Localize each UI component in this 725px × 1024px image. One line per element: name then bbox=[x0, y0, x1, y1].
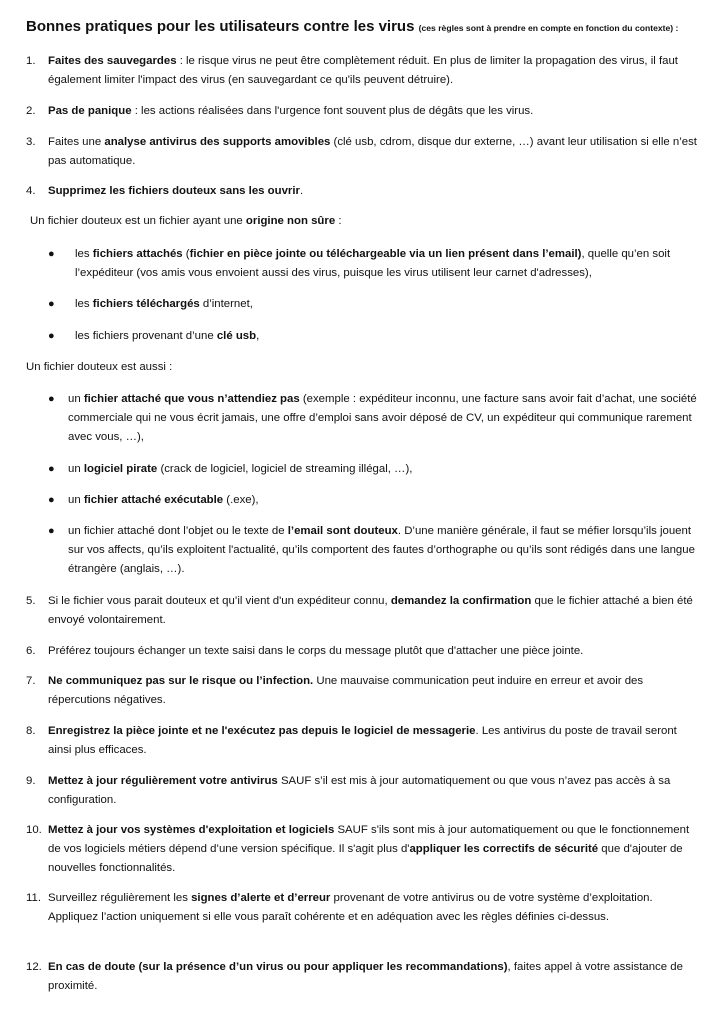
item-number: 7. bbox=[26, 675, 36, 687]
bullet-icon: ● bbox=[48, 298, 55, 310]
item-7: Ne communiquez pas sur le risque ou l’infection. Une mauvaise communication peut induire en erreur et avoir des répercutions négatives. bbox=[48, 675, 644, 706]
bullet-icon: ● bbox=[48, 494, 55, 506]
title-note: (ces règles sont à prendre en compte en fonction du contexte) : bbox=[418, 23, 679, 33]
item-10: Mettez à jour vos systèmes d'exploitation et logiciels SAUF s'ils sont mis à jour automatiquement ou que le fonctionnement de vos logiciels métiers dépend d’une version spécifique. Il s'agit plus d'appliquer les correctifs de sécurité que d'ajouter de nouvelles fonctionnalités. bbox=[48, 824, 690, 874]
bullet-icon: ● bbox=[48, 248, 55, 260]
item-3: Faites une analyse antivirus des supports amovibles (clé usb, cdrom, disque dur externe, …) avant leur utilisation si elle n’est pas automatique. bbox=[48, 136, 697, 167]
bullet-icon: ● bbox=[48, 393, 55, 405]
item-number: 2. bbox=[26, 105, 36, 117]
item-number: 8. bbox=[26, 725, 36, 737]
item-2: Pas de panique : les actions réalisées dans l'urgence font souvent plus de dégâts que les virus. bbox=[48, 105, 534, 117]
bullet-icon: ● bbox=[48, 463, 55, 475]
item-number: 9. bbox=[26, 775, 36, 787]
item-11: Surveillez régulièrement les signes d’alerte et d’erreur provenant de votre antivirus ou de votre système d’exploitation. Appliquez l’action uniquement si elle vous paraît cohérente et en adéquation avec les règles définies ci-dessus. bbox=[48, 892, 653, 923]
bullet-attached-files: les fichiers attachés (fichier en pièce jointe ou téléchargeable via un lien présent dans l’email), quelle qu’en soit l’expéditeur (vos amis vous envoient aussi des virus, puisque les virus utilisent leur carnet d'adresses), bbox=[75, 248, 671, 279]
bullet-pirated-software: un logiciel pirate (crack de logiciel, logiciel de streaming illégal, …), bbox=[68, 463, 413, 475]
item-5: Si le fichier vous parait douteux et qu’il vient d'un expéditeur connu, demandez la confirmation que le fichier attaché a bien été envoyé volontairement. bbox=[48, 595, 693, 626]
item-number: 3. bbox=[26, 136, 36, 148]
bullet-icon: ● bbox=[48, 525, 55, 537]
item-number: 6. bbox=[26, 645, 36, 657]
intro-also: Un fichier douteux est aussi : bbox=[26, 361, 173, 373]
item-number: 10. bbox=[26, 824, 42, 836]
item-number: 4. bbox=[26, 185, 36, 197]
bullet-downloaded-files: les fichiers téléchargés d’internet, bbox=[75, 298, 253, 310]
bullet-usb-files: les fichiers provenant d’une clé usb, bbox=[75, 330, 260, 342]
item-12: En cas de doute (sur la présence d’un virus ou pour appliquer les recommandations), faites appel à votre assistance de proximité. bbox=[48, 961, 683, 992]
bullet-suspicious-email: un fichier attaché dont l’objet ou le texte de l’email sont douteux. D’une manière générale, il faut se méfier lorsqu’ils jouent sur vos affects, qu’ils exploitent l'actualité, qu’ils comportent des fautes d’orthographe ou qu’ils sont rédigés dans une langue étrangère (anglais, …). bbox=[68, 525, 695, 575]
item-number: 5. bbox=[26, 595, 36, 607]
item-9: Mettez à jour régulièrement votre antivirus SAUF s’il est mis à jour automatiquement ou que vous n’avez pas accès à sa configuration. bbox=[48, 775, 671, 806]
item-8: Enregistrez la pièce jointe et ne l'exécutez pas depuis le logiciel de messagerie. Les antivirus du poste de travail seront ainsi plus efficaces. bbox=[48, 725, 677, 756]
item-1: Faites des sauvegardes : le risque virus ne peut être complètement réduit. En plus de limiter la propagation des virus, il faut également limiter l'impact des virus (en sauvegardant ce qu'ils peuvent détruire). bbox=[48, 55, 678, 86]
item-6: Préférez toujours échanger un texte saisi dans le corps du message plutôt que d'attacher une pièce jointe. bbox=[48, 645, 584, 657]
bullet-executable-attachment: un fichier attaché exécutable (.exe), bbox=[68, 494, 259, 506]
bullet-unexpected-attachment: un fichier attaché que vous n’attendiez pas (exemple : expéditeur inconnu, une facture sans avoir fait d’achat, une société commerciale qui ne vous écrit jamais, une offre d’emploi sans avoir déposé de CV, un expéditeur qui communique rarement avec vous, …), bbox=[68, 393, 697, 443]
item-number: 11. bbox=[26, 892, 41, 904]
title-main: Bonnes pratiques pour les utilisateurs contre les virus bbox=[26, 18, 415, 35]
intro-origin: Un fichier douteux est un fichier ayant une origine non sûre : bbox=[30, 215, 342, 227]
item-number: 1. bbox=[26, 55, 36, 67]
item-4: Supprimez les fichiers douteux sans les ouvrir. bbox=[48, 185, 304, 197]
page-title bbox=[26, 16, 716, 39]
bullet-icon: ● bbox=[48, 330, 55, 342]
item-number: 12. bbox=[26, 961, 42, 973]
